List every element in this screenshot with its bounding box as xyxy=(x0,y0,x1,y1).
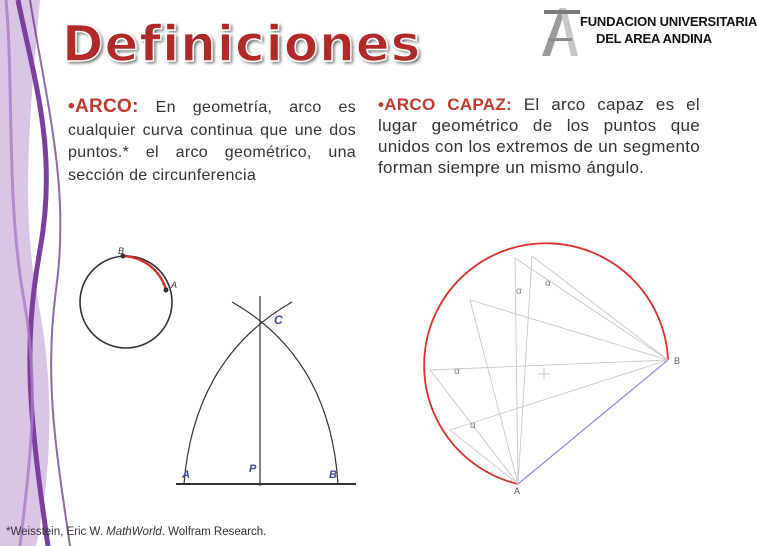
circle-outline xyxy=(80,256,172,348)
arch-label-a: A xyxy=(182,469,190,481)
capaz-label-a: A xyxy=(514,486,521,496)
arc-segment xyxy=(123,256,166,290)
construction-lines xyxy=(430,256,668,484)
arco-capaz-bullet: • xyxy=(378,95,385,114)
arco-definition xyxy=(68,96,356,187)
logo-text-line1: FUNDACION UNIVERSITARIA xyxy=(580,14,757,29)
footnote-citation xyxy=(6,526,266,538)
arch-label-b: B xyxy=(329,469,337,481)
alpha-label-3: α xyxy=(454,366,460,377)
arch-label-c: C xyxy=(274,313,283,327)
arco-capaz-diagram xyxy=(420,250,720,500)
arco-term: ARCO: xyxy=(74,96,139,117)
alpha-label-1: α xyxy=(516,286,522,297)
right-arc xyxy=(232,302,338,484)
logo-text-line2: DEL AREA ANDINA xyxy=(596,31,712,46)
arch-label-p: P xyxy=(249,463,257,475)
circle-label-b: B xyxy=(118,246,125,256)
alpha-label-2: α xyxy=(545,278,551,289)
point-a xyxy=(164,288,169,293)
arco-bullet: • xyxy=(68,96,75,117)
institution-logo xyxy=(538,4,757,60)
slide-title: Definiciones xyxy=(62,15,422,73)
arco-capaz-body: El arco capaz es el lugar geométrico de los puntos que unidos con los extremos de un segmento forman siempre un mismo ángulo. xyxy=(378,95,701,177)
footnote-prefix: *Weisstein, Eric W. xyxy=(6,526,107,538)
circle-label-a: A xyxy=(171,280,178,290)
segment-ab xyxy=(518,360,668,484)
footnote-suffix: . Wolfram Research. xyxy=(161,526,267,538)
capaz-label-b: B xyxy=(674,356,681,366)
arco-capaz-term: ARCO CAPAZ: xyxy=(384,95,513,114)
arch-construction-diagram xyxy=(172,288,362,493)
andina-logo-icon xyxy=(538,4,584,60)
arco-capaz-definition xyxy=(378,94,700,178)
footnote-source: MathWorld xyxy=(106,526,162,538)
arco-body: En geometría, arco es cualquier curva continua que une dos puntos.* el arco geométrico, una sección de circunferencia xyxy=(68,99,356,184)
alpha-label-4: α xyxy=(470,420,476,431)
left-arc xyxy=(184,302,292,484)
